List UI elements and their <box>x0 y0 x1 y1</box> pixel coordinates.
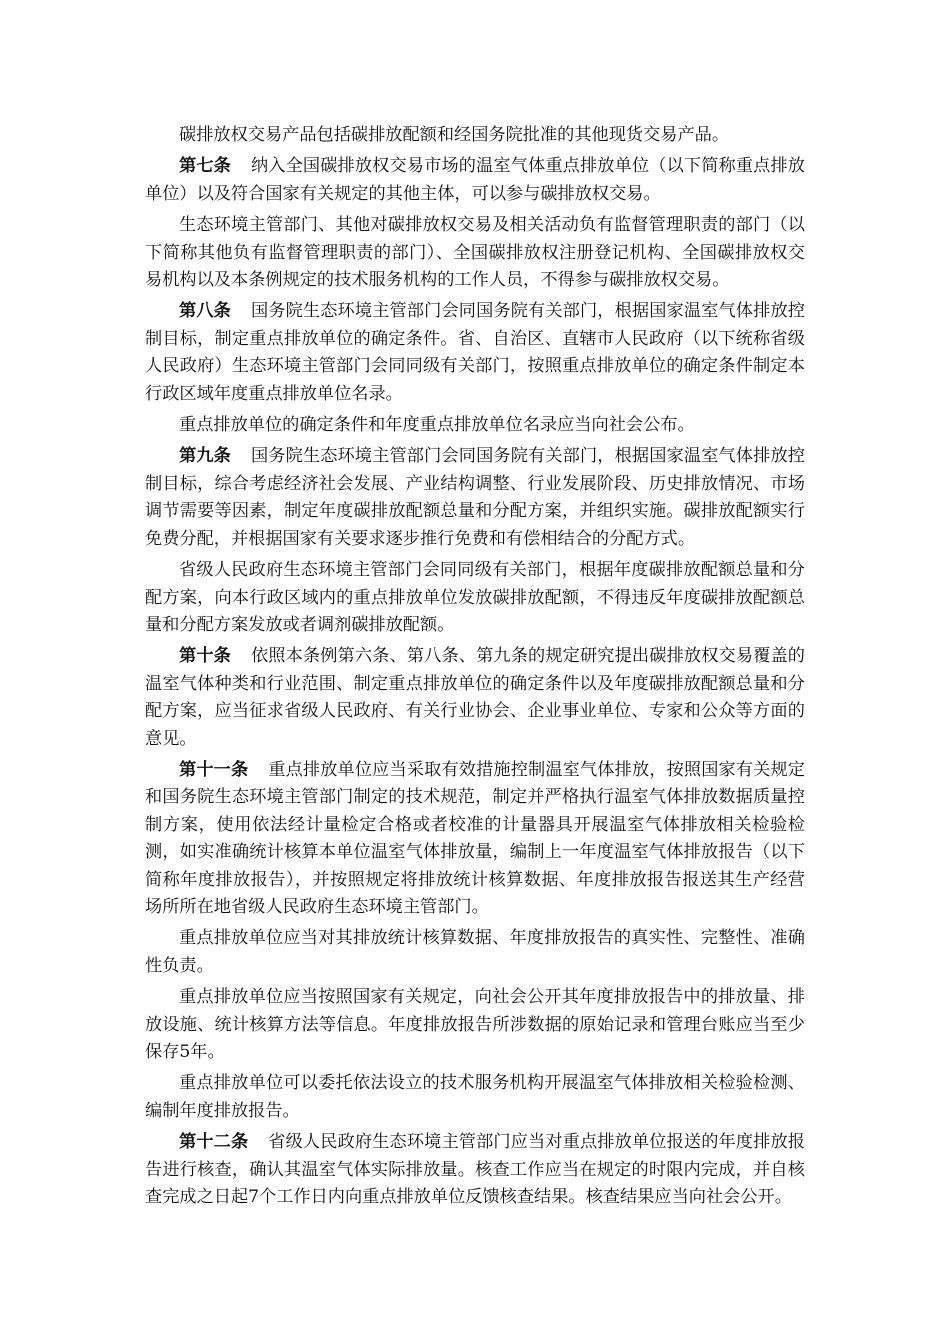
paragraph-text: 国务院生态环境主管部门会同国务院有关部门，根据国家温室气体排放控制目标，制定重点排放单位的确定条件。省、自治区、直辖市人民政府（以下统称省级人民政府）生态环境主管部门会同同级有关部门，按照重点排放单位的确定条件制定本行政区域年度重点排放单位名录。 <box>145 301 805 404</box>
paragraph-text: 重点排放单位应当按照国家有关规定，向社会公开其年度排放报告中的排放量、排放设施、统计核算方法等信息。年度排放报告所涉数据的原始记录和管理台账应当至少保存5年。 <box>145 987 805 1062</box>
paragraph-article-9 <box>145 443 805 553</box>
paragraph-text: 国务院生态环境主管部门会同国务院有关部门，根据国家温室气体排放控制目标，综合考虑经济社会发展、产业结构调整、行业发展阶段、历史排放情况、市场调节需要等因素，制定年度碳排放配额总量和分配方案，并组织实施。碳排放配额实行免费分配，并根据国家有关要求逐步推行免费和有偿相结合的分配方式。 <box>145 446 805 549</box>
paragraph-text: 生态环境主管部门、其他对碳排放权交易及相关活动负有监督管理职责的部门（以下简称其他负有监督管理职责的部门）、全国碳排放权注册登记机构、全国碳排放权交易机构以及本条例规定的技术服务机构的工作人员，不得参与碳排放权交易。 <box>145 215 805 291</box>
paragraph-text: 重点排放单位应当采取有效措施控制温室气体排放，按照国家有关规定和国务院生态环境主管部门制定的技术规范，制定并严格执行温室气体排放数据质量控制方案，使用依法经计量检定合格或者校准的计量器具开展温室气体排放相关检验检测，如实准确统计核算本单位温室气体排放量，编制上一年度温室气体排放报告（以下简称年度排放报告），并按照规定将排放统计核算数据、年度排放报告报送其生产经营场所所在地省级人民政府生态环境主管部门。 <box>145 759 805 917</box>
paragraph-1 <box>145 122 805 149</box>
paragraph-text: 重点排放单位的确定条件和年度重点排放单位名录应当向社会公布。 <box>179 415 695 436</box>
paragraph-text: 重点排放单位应当对其排放统计核算数据、年度排放报告的真实性、完整性、准确性负责。 <box>145 928 805 976</box>
paragraph-text: 省级人民政府生态环境主管部门应当对重点排放单位报送的年度排放报告进行核查，确认其温室气体实际排放量。核查工作应当在规定的时限内完成，并自核查完成之日起7个工作日内向重点排放单位反馈核查结果。核查结果应当向社会公开。 <box>145 1132 805 1208</box>
paragraph-article-11 <box>145 757 805 921</box>
article-heading: 第十条 <box>179 646 231 667</box>
paragraph-7 <box>145 557 805 639</box>
article-heading: 第九条 <box>179 446 231 467</box>
paragraph-text: 碳排放权交易产品包括碳排放配额和经国务院批准的其他现货交易产品。 <box>179 125 730 145</box>
paragraph-text: 省级人民政府生态环境主管部门会同同级有关部门，根据年度碳排放配额总量和分配方案，向本行政区域内的重点排放单位发放碳排放配额，不得违反年度碳排放配额总量和分配方案发放或者调剂碳排放配额。 <box>145 560 805 635</box>
paragraph-article-7 <box>145 153 805 208</box>
paragraph-12 <box>145 1070 805 1125</box>
paragraph-11 <box>145 984 805 1066</box>
article-heading: 第十二条 <box>179 1132 249 1153</box>
paragraph-article-12 <box>145 1129 805 1211</box>
paragraph-article-10 <box>145 643 805 753</box>
paragraph-3 <box>145 212 805 294</box>
paragraph-article-8 <box>145 298 805 408</box>
paragraph-text: 纳入全国碳排放权交易市场的温室气体重点排放单位（以下简称重点排放单位）以及符合国家有关规定的其他主体，可以参与碳排放权交易。 <box>145 156 805 204</box>
paragraph-10 <box>145 925 805 980</box>
paragraph-text: 重点排放单位可以委托依法设立的技术服务机构开展温室气体排放相关检验检测、编制年度排放报告。 <box>145 1073 805 1121</box>
article-heading: 第七条 <box>179 156 231 177</box>
document-body <box>145 122 805 1215</box>
article-heading: 第八条 <box>179 301 231 322</box>
paragraph-5 <box>145 412 805 439</box>
paragraph-text: 依照本条例第六条、第八条、第九条的规定研究提出碳排放权交易覆盖的温室气体种类和行业范围、制定重点排放单位的确定条件以及年度碳排放配额总量和分配方案，应当征求省级人民政府、有关行业协会、企业事业单位、专家和公众等方面的意见。 <box>145 646 805 749</box>
article-heading: 第十一条 <box>179 759 249 780</box>
